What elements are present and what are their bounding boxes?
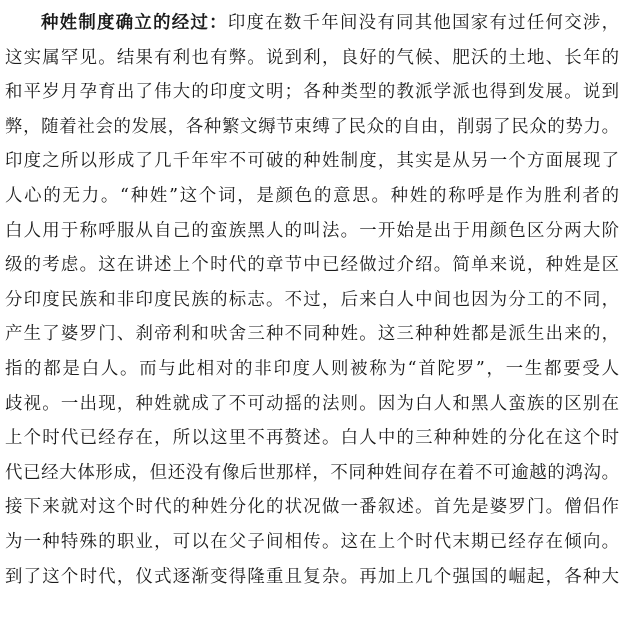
text-line: 产生了婆罗门、刹帝利和吠舍三种不同种姓。这三种种姓都是派生出来的， [5,324,619,345]
text-line: 级的考虑。这在讲述上个时代的章节中已经做过介绍。简单来说，种姓是区 [5,255,619,276]
text-line: 接下来就对这个时代的种姓分化的状况做一番叙述。首先是婆罗门。僧侣作 [5,497,619,518]
text-line: 指的都是白人。而与此相对的非印度人则被称为“首陀罗”，一生都要受人 [5,358,619,379]
text-line: 上个时代已经存在，所以这里不再赘述。白人中的三种种姓的分化在这个时 [5,428,619,449]
text-line: 到了这个时代，仪式逐渐变得隆重且复杂。再加上几个强国的崛起，各种大 [5,566,619,587]
text-line: 弊，随着社会的发展，各种繁文缛节束缚了民众的自由，削弱了民众的势力。 [5,116,619,137]
text-line: 人心的无力。“种姓”这个词，是颜色的意思。种姓的称呼是作为胜利者的 [5,185,619,206]
text-line: 这实属罕见。结果有利也有弊。说到利，良好的气候、肥沃的土地、长年的 [5,47,619,68]
first-line-text: 印度在数千年间没有同其他国家有过任何交涉， [227,13,619,33]
text-line: 为一种特殊的职业，可以在父子间相传。这在上个时代末期已经存在倾向。 [5,531,619,552]
text-line: 印度之所以形成了几千年牢不可破的种姓制度，其实是从另一个方面展现了 [5,151,619,172]
text-line: 代已经大体形成，但还没有像后世那样，不同种姓间存在着不可逾越的鸿沟。 [5,462,619,483]
text-line: 歧视。一出现，种姓就成了不可动摇的法则。因为白人和黑人蛮族的区别在 [5,393,619,414]
text-line: 白人用于称呼服从自己的蛮族黑人的叫法。一开始是出于用颜色区分两大阶 [5,220,619,241]
text-line: 和平岁月孕育出了伟大的印度文明；各种类型的教派学派也得到发展。说到 [5,82,619,103]
paragraph-first-line [5,6,619,41]
section-heading: 种姓制度确立的经过： [41,13,228,33]
text-line: 分印度民族和非印度民族的标志。不过，后来白人中间也因为分工的不同， [5,289,619,310]
